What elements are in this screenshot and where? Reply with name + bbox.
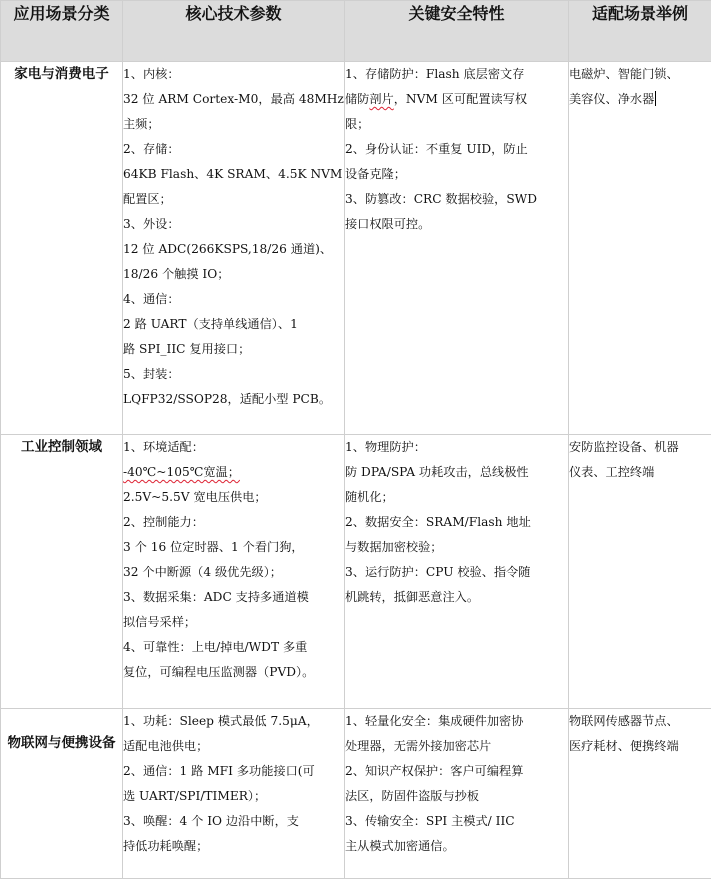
param-line: 4、通信： xyxy=(123,287,344,312)
param-line: 3 个 16 位定时器、1 个看门狗， xyxy=(123,535,344,560)
header-security: 关键安全特性 xyxy=(345,1,569,62)
param-line: 12 位 ADC(266KSPS,18/26 通道)、 xyxy=(123,237,344,262)
example-line: 物联网传感器节点、 xyxy=(569,709,711,734)
category-cell: 物联网与便携设备 xyxy=(1,709,123,879)
param-line: 18/26 个触摸 IO； xyxy=(123,262,344,287)
param-line: 复位，可编程电压监测器（PVD）。 xyxy=(123,660,344,685)
table-row xyxy=(1,435,711,709)
param-line: 4、可靠性：上电/掉电/WDT 多重 xyxy=(123,635,344,660)
example-line: 电磁炉、智能门锁、 xyxy=(569,62,711,87)
text-cursor xyxy=(655,91,656,106)
param-line: 3、外设： xyxy=(123,212,344,237)
security-line: 储防剖片，NVM 区可配置读写权 xyxy=(345,87,568,112)
param-line xyxy=(123,460,344,485)
param-line: 路 SPI_IIC 复用接口； xyxy=(123,337,344,362)
param-line: 2.5V~5.5V 宽电压供电； xyxy=(123,485,344,510)
security-line: 设备克隆； xyxy=(345,162,568,187)
example-line xyxy=(569,87,711,112)
param-line: 1、功耗：Sleep 模式最低 7.5μA， xyxy=(123,709,344,734)
param-line: 64KB Flash、4K SRAM、4.5K NVM xyxy=(123,162,344,187)
param-line: 32 个中断源（4 级优先级）； xyxy=(123,560,344,585)
examples-cell xyxy=(569,435,711,709)
security-line: 处理器，无需外接加密芯片 xyxy=(345,734,568,759)
security-cell xyxy=(345,435,569,709)
param-line: 1、环境适配： xyxy=(123,435,344,460)
param-line: LQFP32/SSOP28，适配小型 PCB。 xyxy=(123,387,344,412)
param-line: 2 路 UART（支持单线通信）、1 xyxy=(123,312,344,337)
security-line: 3、运行防护：CPU 校验、指令随 xyxy=(345,560,568,585)
spellcheck-underline: -40℃~105℃宽温； xyxy=(123,465,240,479)
param-line: 3、唤醒：4 个 IO 边沿中断，支 xyxy=(123,809,344,834)
security-line: 与数据加密校验； xyxy=(345,535,568,560)
table-row xyxy=(1,62,711,435)
security-line: 随机化； xyxy=(345,485,568,510)
category-cell: 家电与消费电子 xyxy=(1,62,123,435)
param-line: 32 位 ARM Cortex-M0，最高 48MHz xyxy=(123,87,344,112)
category-cell: 工业控制领域 xyxy=(1,435,123,709)
security-line: 法区，防固件盗版与抄板 xyxy=(345,784,568,809)
security-line: 1、存储防护：Flash 底层密文存 xyxy=(345,62,568,87)
security-cell xyxy=(345,62,569,435)
params-cell xyxy=(123,62,345,435)
security-cell xyxy=(345,709,569,879)
example-line: 安防监控设备、机器 xyxy=(569,435,711,460)
security-line: 2、数据安全：SRAM/Flash 地址 xyxy=(345,510,568,535)
spellcheck-underline: 剖片 xyxy=(369,92,393,106)
param-line: 2、控制能力： xyxy=(123,510,344,535)
security-line: 1、物理防护： xyxy=(345,435,568,460)
security-line: 防 DPA/SPA 功耗攻击，总线极性 xyxy=(345,460,568,485)
security-line: 机跳转，抵御恶意注入。 xyxy=(345,585,568,610)
header-params: 核心技术参数 xyxy=(123,1,345,62)
security-line: 接口权限可控。 xyxy=(345,212,568,237)
security-line: 3、传输安全：SPI 主模式/ IIC xyxy=(345,809,568,834)
params-cell xyxy=(123,435,345,709)
security-line: 3、防篡改：CRC 数据校验，SWD xyxy=(345,187,568,212)
examples-cell xyxy=(569,709,711,879)
param-line: 主频； xyxy=(123,112,344,137)
security-line: 限； xyxy=(345,112,568,137)
param-line: 1、内核： xyxy=(123,62,344,87)
security-line: 2、身份认证：不重复 UID，防止 xyxy=(345,137,568,162)
examples-cell xyxy=(569,62,711,435)
param-line: 配置区； xyxy=(123,187,344,212)
params-cell xyxy=(123,709,345,879)
param-line: 5、封装： xyxy=(123,362,344,387)
table-row xyxy=(1,709,711,879)
security-line: 1、轻量化安全：集成硬件加密协 xyxy=(345,709,568,734)
header-category: 应用场景分类 xyxy=(1,1,123,62)
example-line: 医疗耗材、便携终端 xyxy=(569,734,711,759)
param-line: 3、数据采集：ADC 支持多通道模 xyxy=(123,585,344,610)
header-examples: 适配场景举例 xyxy=(569,1,711,62)
security-line: 2、知识产权保护：客户可编程算 xyxy=(345,759,568,784)
param-line: 持低功耗唤醒； xyxy=(123,834,344,859)
param-line: 2、存储： xyxy=(123,137,344,162)
example-line: 仪表、工控终端 xyxy=(569,460,711,485)
param-line: 拟信号采样； xyxy=(123,610,344,635)
header-row xyxy=(1,1,711,62)
param-line: 选 UART/SPI/TIMER）； xyxy=(123,784,344,809)
security-line: 主从模式加密通信。 xyxy=(345,834,568,859)
example-text: 美容仪、净水器 xyxy=(569,92,654,106)
param-line: 适配电池供电； xyxy=(123,734,344,759)
param-line: 2、通信：1 路 MFI 多功能接口(可 xyxy=(123,759,344,784)
